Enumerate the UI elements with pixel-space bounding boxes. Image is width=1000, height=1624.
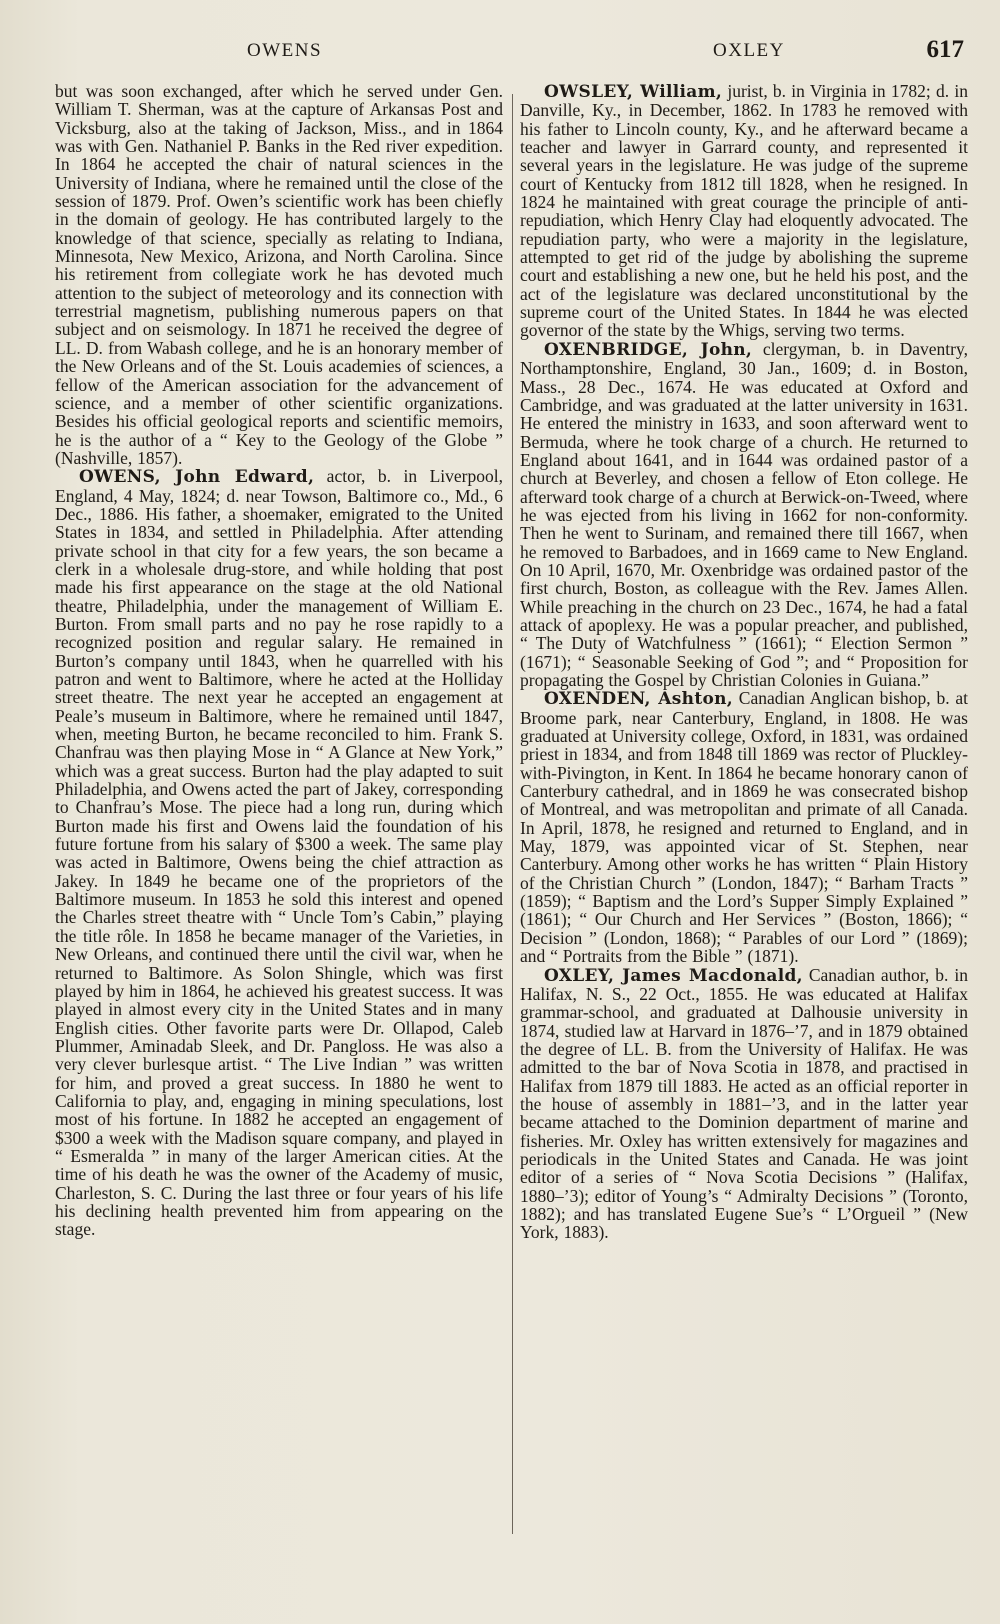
left-column xyxy=(55,82,503,1239)
left-running-head: OWENS xyxy=(247,40,323,61)
entry-headword: OXLEY, James Macdonald, xyxy=(544,965,803,986)
entry-headword: OWSLEY, William, xyxy=(544,82,723,102)
page-number: 617 xyxy=(926,36,964,63)
entry-owens-john-edward xyxy=(55,467,503,1238)
entry-oxley-james-macdonald xyxy=(520,966,968,1242)
entry-body: actor, b. in Liverpool, England, 4 May, 1824; d. near Towson, Baltimore co., Md., 6 Dec., 1886. His father, a shoemaker, emigrated to the United States in 1834, and settled in Philadelphia. After attending private school in that city for a few years, the son became a clerk in a wholesale drug-store, and while holding that post made his first appearance on the stage at the old National theatre, Philadelphia, under the management of William E. Burton. From small parts and no pay he rose rapidly to a recognized position and regular salary. He remained in Burton’s company until 1843, when he quarrelled with his patron and went to Baltimore, where he acted at the Holliday street theatre. The next year he accepted an engagement at Peale’s museum in Baltimore, where he remained until 1847, when, meeting Burton, he became reconciled to him. Frank S. Chanfrau was then playing Mose in “ A Glance at New York,” which was a great success. Burton had the play adapted to suit Philadelphia, and Owens acted the part of Jakey, corresponding to Chanfrau’s Mose. The piece had a long run, during which Burton made his first and Owens laid the foundation of his future fortune from his salary of $300 a week. The same play was acted in Baltimore, Owens being the chief attraction as Jakey. In 1849 he became one of the proprietors of the Baltimore museum. In 1853 he sold this interest and opened the Charles street theatre with “ Uncle Tom’s Cabin,” playing the title rôle. In 1858 he became manager of the Varieties, in New Orleans, and continued there until the civil war, when he returned to Baltimore. As Solon Shingle, which was first played by him in 1864, he achieved his greatest success. It was played in almost every city in the United States and in many English cities. Other favorite parts were Dr. Ollapod, Caleb Plummer, Aminadab Sleek, and Dr. Pangloss. He was also a very clever burlesque artist. “ The Live Indian ” was written for him, and proved a great success. In 1880 he went to California to play, and, engaging in mining speculations, lost most of his fortune. In 1882 he accepted an engagement of $300 a week with the Madison square company, and played in “ Esmeralda ” in many of the larger American cities. At the time of his death he was the owner of the Academy of music, Charleston, S. C. During the last three or four years of his life his declining health prevented him from appearing on the stage. xyxy=(55,466,504,1240)
entry-continuation-paragraph: but was soon exchanged, after which he served under Gen. William T. Sherman, was at the capture of Arkansas Post and Vicksburg, also at the taking of Jackson, Miss., and in 1864 was with Gen. Nathaniel P. Banks in the Red river expedition. In 1864 he accepted the chair of natural sciences in the University of Indiana, where he remained until the close of the session of 1879. Prof. Owen’s scientific work has been chiefly in the domain of geology. He has contributed largely to the knowledge of that science, specially as relating to Indiana, Minnesota, New Mexico, Arizona, and North Carolina. Since his retirement from collegiate work he has devoted much attention to the subject of meteorology and its connection with terrestrial magnetism, publishing numerous papers on that subject and on seismology. In 1871 he received the degree of LL. D. from Wabash college, and he is an honorary member of the New Orleans and of the St. Louis academies of sciences, a fellow of the American association for the advancement of science, and a member of other scientific organizations. Besides his official geological reports and scientific memoirs, he is the author of a “ Key to the Geology of the Globe ” (Nashville, 1857). xyxy=(55,81,503,468)
entry-headword: OWENS, John Edward, xyxy=(79,467,315,488)
entry-body: Canadian Anglican bishop, b. at Broome park, near Canterbury, England, in 1808. He was graduated at University college, Oxford, in 1831, was ordained priest in 1834, and from 1848 till 1869 was rector of Pluckley-with-Pivington, in Kent. In 1864 he became honorary canon of Canterbury cathedral, and in 1869 he was consecrated bishop of Montreal, and was metropolitan and primate of all Canada. In April, 1878, he resigned and returned to England, and in May, 1879, was appointed vicar of St. Stephen, near Canterbury. Among other works he has written “ Plain History of the Christian Church ” (London, 1847); “ Barham Tracts ” (1859); “ Baptism and the Lord’s Supper Simply Explained ” (1861); “ Our Church and Her Services ” (Boston, 1866); “ Decision ” (London, 1868); “ Parables of our Lord ” (1869); and “ Portraits from the Bible ” (1871). xyxy=(520,688,969,967)
entry-body: clergyman, b. in Daventry, Northamptonshire, England, 30 Jan., 1609; d. in Boston, Mass., 28 Dec., 1674. He was educated at Oxford and Cambridge, and was graduated at the latter university in 1631. He entered the ministry in 1633, and soon afterward went to Bermuda, where he took charge of a church. He returned to England about 1641, and in 1644 was ordained pastor of a church at Beverley, and chosen a fellow of Eton college. He afterward took charge of a church at Berwick-on-Tweed, where he was ejected from his living in 1662 for non-conformity. Then he went to Surinam, and remained there till 1667, when he removed to Barbadoes, and in 1669 came to New England. On 10 April, 1670, Mr. Oxenbridge was ordained pastor of the first church, Boston, as colleague with the Rev. James Allen. While preaching in the church on 23 Dec., 1674, he had a fatal attack of apoplexy. He was a popular preacher, and published, “ The Duty of Watchfulness ” (1661); “ Election Sermon ” (1671); “ Seasonable Seeking of God ”; and “ Proposition for propagating the Gospel by Christian Colonies in Guiana.” xyxy=(520,338,969,690)
entry-oxenbridge-john xyxy=(520,340,968,690)
right-column xyxy=(520,82,968,1242)
entry-oxenden-ashton xyxy=(520,689,968,965)
right-running-head: OXLEY xyxy=(713,40,785,61)
page-header xyxy=(0,36,1000,76)
entry-body: jurist, b. in Virginia in 1782; d. in Danville, Ky., in December, 1862. In 1783 he removed with his father to Lincoln county, Ky., and he afterward became a teacher and lawyer in Garrard county, and represented it several years in the legislature. He was judge of the supreme court of Kentucky from 1812 till 1828, when he resigned. In 1824 he maintained with great courage the principle of anti-repudiation, which Henry Clay had eloquently advocated. The repudiation party, who were a majority in the legislature, attempted to get rid of the judge by abolishing the supreme court and establishing a new one, but he held his post, and the act of the legislature was declared unconstitutional by the supreme court of the United States. In 1844 he was elected governor of the state by the Whigs, serving two terms. xyxy=(520,81,968,341)
entry-headword: OXENDEN, Ashton, xyxy=(544,689,733,710)
entry-owsley-william xyxy=(520,82,968,340)
column-divider xyxy=(512,94,513,1534)
entry-headword: OXENBRIDGE, John, xyxy=(544,339,753,360)
entry-body: Canadian author, b. in Halifax, N. S., 22 Oct., 1855. He was educated at Halifax grammar-school, and graduated at Dalhousie university in 1874, studied law at Harvard in 1876–’7, and in 1879 obtained the degree of LL. B. from the University of Halifax. He was admitted to the bar of Nova Scotia in 1878, and practised in Halifax from 1879 till 1883. He acted as an official reporter in the house of assembly in 1881–’3, and in the latter year became attached to the Dominion department of marine and fisheries. Mr. Oxley has written extensively for magazines and periodicals in the United States and Canada. He was joint editor of a series of “ Nova Scotia Decisions ” (Halifax, 1880–’3); editor of Young’s “ Admiralty Decisions ” (Toronto, 1882); and has translated Eugene Sue’s “ L’Orgueil ” (New York, 1883). xyxy=(520,964,968,1243)
